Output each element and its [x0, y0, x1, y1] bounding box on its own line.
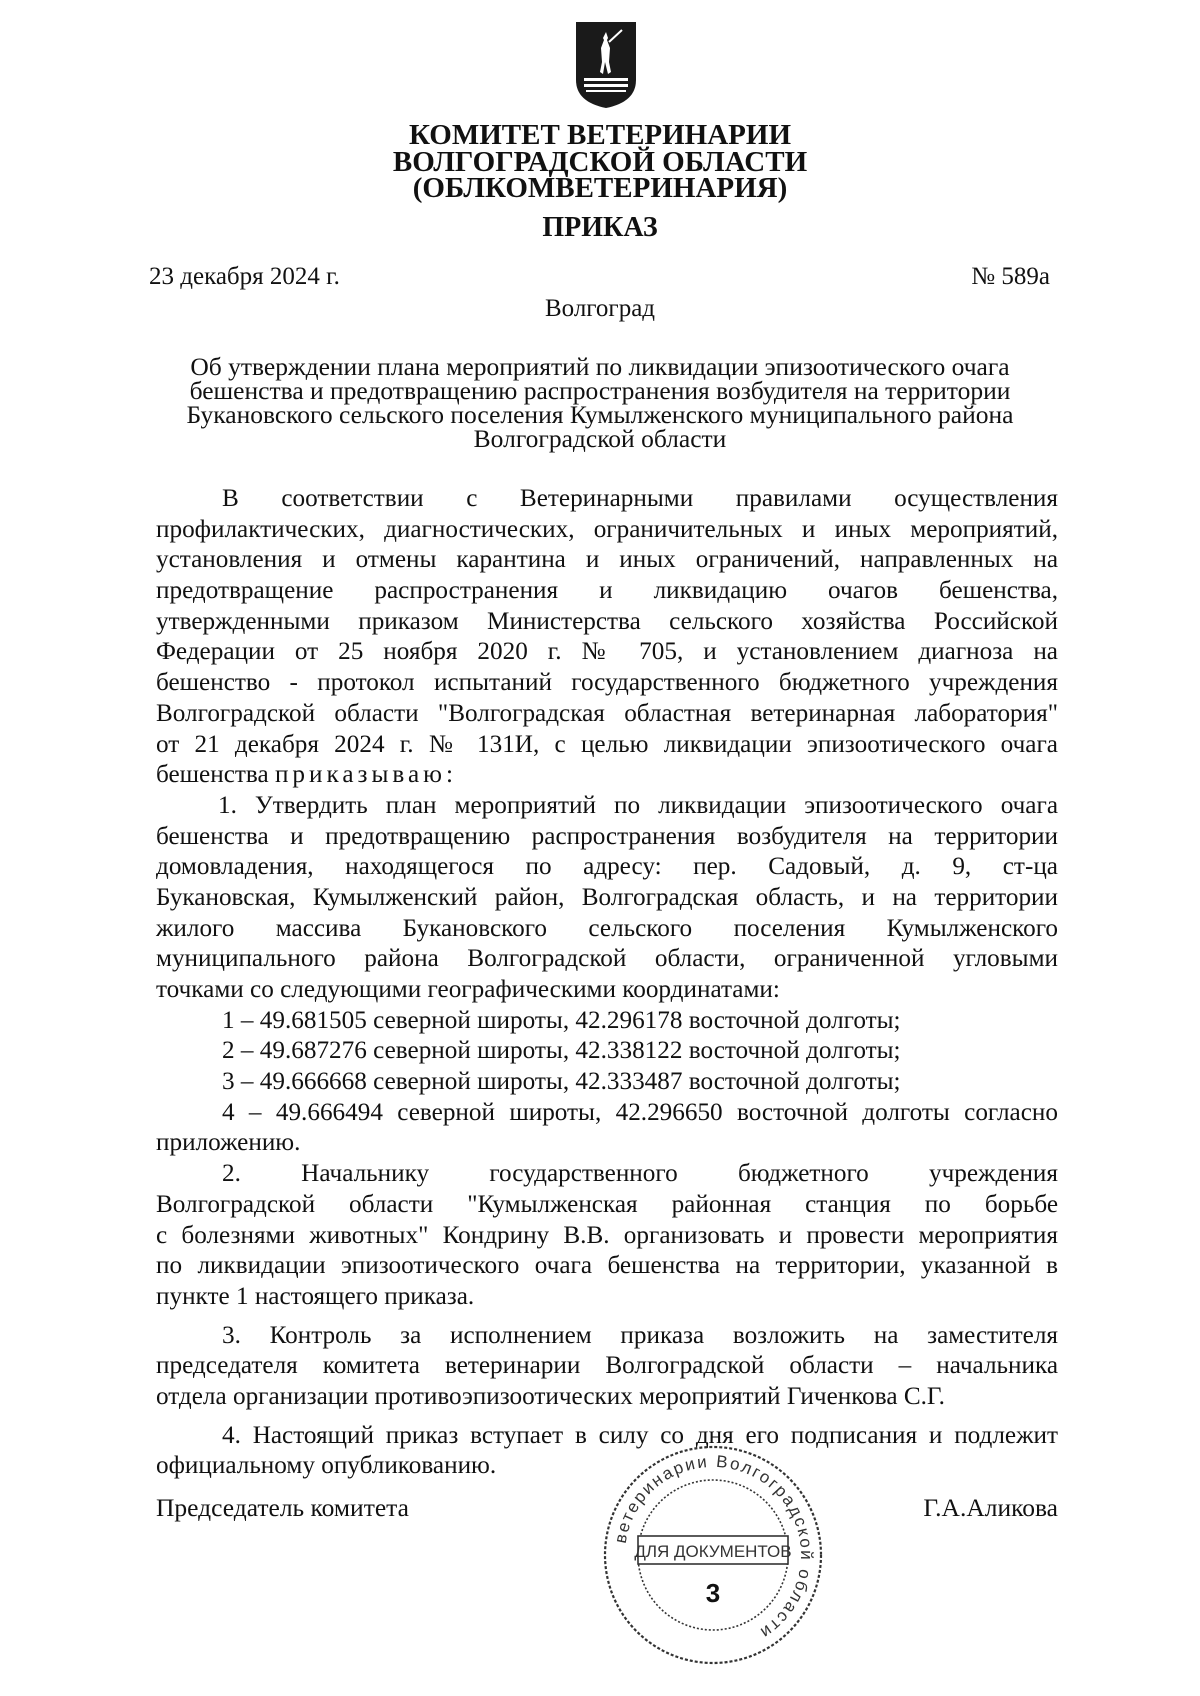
- item-2-line: по ликвидации эпизоотического очага бешенства на территории, указанной в: [156, 1252, 1058, 1280]
- doc-type-title: ПРИКАЗ: [542, 212, 658, 243]
- order-body: [156, 484, 1058, 1482]
- body-line: В соответствии с Ветеринарными правилами осуществления: [222, 485, 1058, 512]
- item-2-line: с болезнями животных" Кондрину В.В. организовать и провести мероприятия: [156, 1221, 1058, 1249]
- item-1-line: точками со следующими географическими координатами:: [156, 976, 780, 1003]
- preamble-last-word: бешенства: [156, 761, 269, 789]
- stamp-center-text: ДЛЯ ДОКУМЕНТОВ: [634, 1542, 792, 1561]
- order-number: № 589а: [971, 263, 1050, 290]
- item-2-line: пункте 1 настоящего приказа.: [156, 1282, 475, 1310]
- item-2-line: Волгоградской области "Кумылженская районная станция по борьбе: [156, 1190, 1058, 1218]
- item-4-line: официальному опубликованию.: [156, 1452, 497, 1480]
- order-title: [140, 352, 1060, 453]
- coordinate-line: 1 – 49.681505 северной широты, 42.296178 восточной долготы;: [222, 1006, 901, 1034]
- title-line: Букановского сельского поселения Кумылженского муниципального района: [186, 400, 1014, 429]
- coordinate-line: 2 – 49.687276 северной широты, 42.338122 восточной долготы;: [222, 1037, 901, 1065]
- item-4-line: 4. Настоящий приказ вступает в силу со дня его подписания и подлежит: [222, 1421, 1058, 1449]
- item-3-line: 3. Контроль за исполнением приказа возложить на заместителя: [222, 1321, 1058, 1349]
- item-2-line: 2. Начальнику государственного бюджетного учреждения: [222, 1160, 1058, 1188]
- body-line: бешенство - протокол испытаний государственного бюджетного учреждения: [156, 669, 1058, 697]
- body-line: утвержденными приказом Министерства сельского хозяйства Российской: [156, 607, 1058, 635]
- stamp-number: 3: [705, 1578, 721, 1608]
- stamp-ring-text: ветеринарии Волгоградской области: [610, 1451, 817, 1644]
- org-name-line-3: (ОБЛКОМВЕТЕРИНАРИЯ): [412, 172, 788, 204]
- item-3-line: отдела организации противоэпизоотических мероприятий Гиченкова С.Г.: [156, 1382, 945, 1410]
- coordinate-line: 4 – 49.666494 северной широты, 42.296650 восточной долготы согласно: [222, 1098, 1058, 1126]
- org-name-line-2: ВОЛГОГРАДСКОЙ ОБЛАСТИ: [392, 146, 808, 178]
- title-line: Волгоградской области: [473, 424, 727, 453]
- volgograd-coat-of-arms-icon: [572, 18, 640, 110]
- item-1-line: домовладения, находящегося по адресу: пер. Садовый, д. 9, ст-ца: [156, 853, 1058, 881]
- body-line: от 21 декабря 2024 г. № 131И, с целью ликвидации эпизоотического очага: [156, 730, 1058, 758]
- signer-position: Председатель комитета: [156, 1493, 409, 1522]
- org-name-line-1: КОМИТЕТ ВЕТЕРИНАРИИ: [408, 119, 792, 151]
- item-1-line: 1. Утвердить план мероприятий по ликвидации эпизоотического очага: [218, 791, 1058, 819]
- item-1-line: жилого массива Букановского сельского поселения Кумылженского: [156, 914, 1058, 942]
- body-line: профилактических, диагностических, ограничительных и иных мероприятий,: [156, 515, 1058, 543]
- title-line: Об утверждении плана мероприятий по ликвидации эпизоотического очага: [190, 352, 1010, 381]
- order-date: 23 декабря 2024 г.: [149, 263, 340, 290]
- signer-name: Г.А.Аликова: [923, 1493, 1058, 1522]
- item-1-line: Букановская, Кумылженский район, Волгоградская область, и на территории: [156, 883, 1058, 911]
- item-3-line: председателя комитета ветеринарии Волгоградской области – начальника: [156, 1352, 1058, 1380]
- official-stamp: [598, 1438, 828, 1672]
- coordinate-line: 3 – 49.666668 северной широты, 42.333487 восточной долготы;: [222, 1068, 901, 1096]
- body-line: [156, 760, 1058, 791]
- coordinate-tail: приложению.: [156, 1129, 301, 1157]
- body-line: Федерации от 25 ноября 2020 г. № 705, и установлением диагноза на: [156, 638, 1058, 666]
- body-line: установления и отмены карантина и иных ограничений, направленных на: [156, 546, 1058, 574]
- item-1-line: муниципального района Волгоградской области, ограниченной угловыми: [156, 945, 1058, 973]
- order-city: Волгоград: [544, 295, 656, 322]
- title-line: бешенства и предотвращению распространения возбудителя на территории: [189, 376, 1011, 405]
- body-line: Волгоградской области "Волгоградская областная ветеринарная лаборатория": [156, 699, 1058, 727]
- orders-word: приказываю:: [274, 761, 457, 789]
- body-line: предотвращение распространения и ликвидацию очагов бешенства,: [156, 577, 1058, 605]
- item-1-line: бешенства и предотвращению распространения возбудителя на территории: [156, 822, 1058, 850]
